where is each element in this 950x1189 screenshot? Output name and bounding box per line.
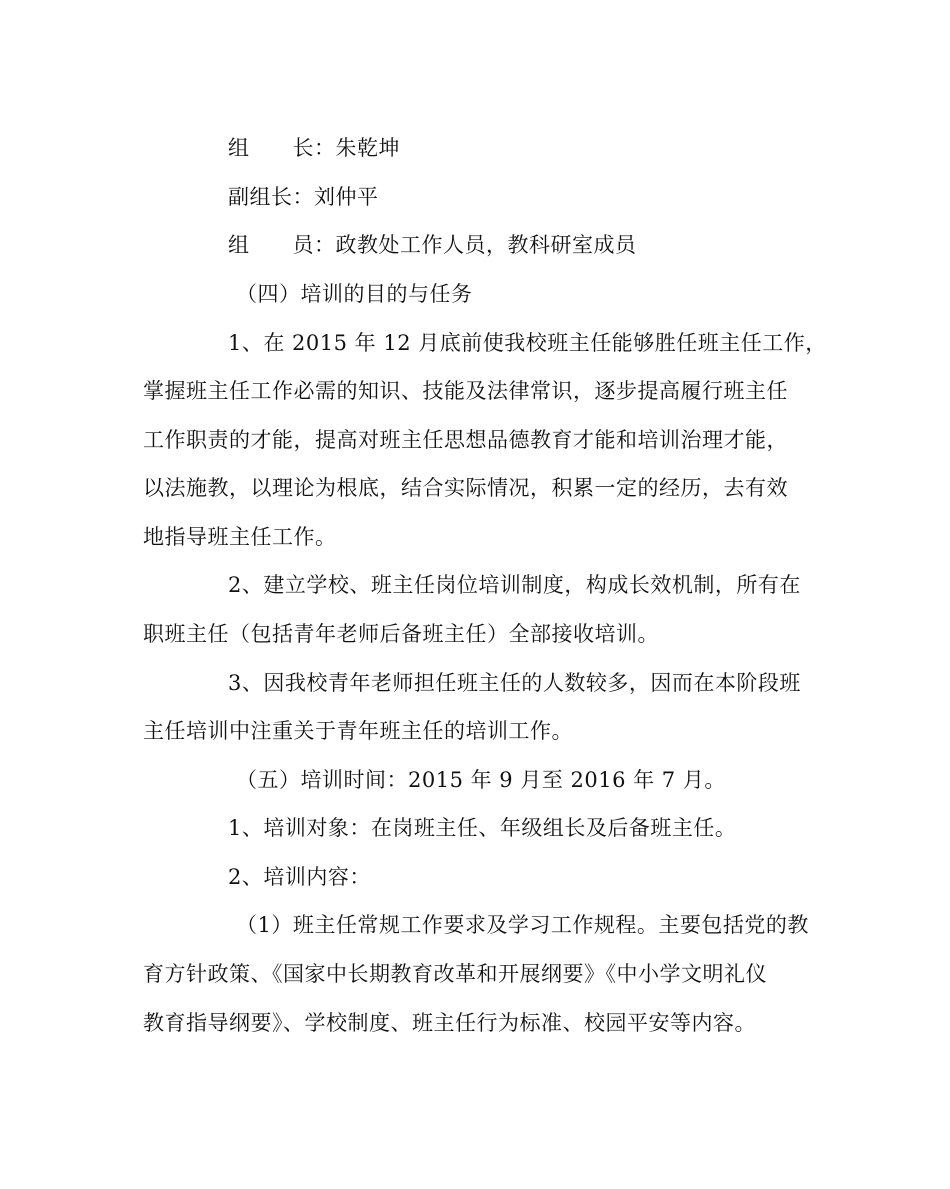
team-members-line: 组 员：政教处工作人员，教科研室成员	[228, 233, 637, 257]
section-4-heading: （四）培训的目的与任务	[236, 282, 473, 306]
team-leader-line: 组 长：朱乾坤	[228, 136, 400, 160]
team-deputy-line: 副组长：刘仲平	[228, 185, 379, 209]
section-4-item-1-line-1: 1、在 2015 年 12 月底前使我校班主任能够胜任班主任工作，	[228, 331, 827, 355]
section-5-item-3-line-2: 育方针政策、《国家中长期教育改革和开展纲要》《中小学文明礼仪	[143, 962, 767, 986]
section-5-item-1: 1、培训对象：在岗班主任、年级组长及后备班主任。	[228, 816, 737, 840]
section-4-item-1-line-5: 地指导班主任工作。	[143, 525, 337, 549]
section-4-item-3-line-1: 3、因我校青年老师担任班主任的人数较多，因而在本阶段班	[228, 671, 801, 695]
section-4-item-1-line-4: 以法施教，以理论为根底，结合实际情况，积累一定的经历，去有效	[143, 476, 788, 500]
section-5-item-3-line-3: 教育指导纲要》、学校制度、班主任行为标准、校园平安等内容。	[143, 1011, 756, 1035]
section-4-item-1-line-3: 工作职责的才能，提高对班主任思想品德教育才能和培训治理才能，	[143, 428, 788, 452]
section-4-item-3-line-2: 主任培训中注重关于青年班主任的培训工作。	[143, 719, 573, 743]
section-4-item-1-line-2: 掌握班主任工作必需的知识、技能及法律常识，逐步提高履行班主任	[143, 379, 788, 403]
section-4-item-2-line-1: 2、建立学校、班主任岗位培训制度，构成长效机制，所有在	[228, 573, 801, 597]
section-5-heading: （五）培训时间：2015 年 9 月至 2016 年 7 月。	[236, 768, 726, 792]
section-5-item-2: 2、培训内容：	[228, 865, 371, 889]
section-5-item-3-line-1: （1）班主任常规工作要求及学习工作规程。主要包括党的教	[236, 913, 809, 937]
section-4-item-2-line-2: 职班主任（包括青年老师后备班主任）全部接收培训。	[143, 622, 659, 646]
